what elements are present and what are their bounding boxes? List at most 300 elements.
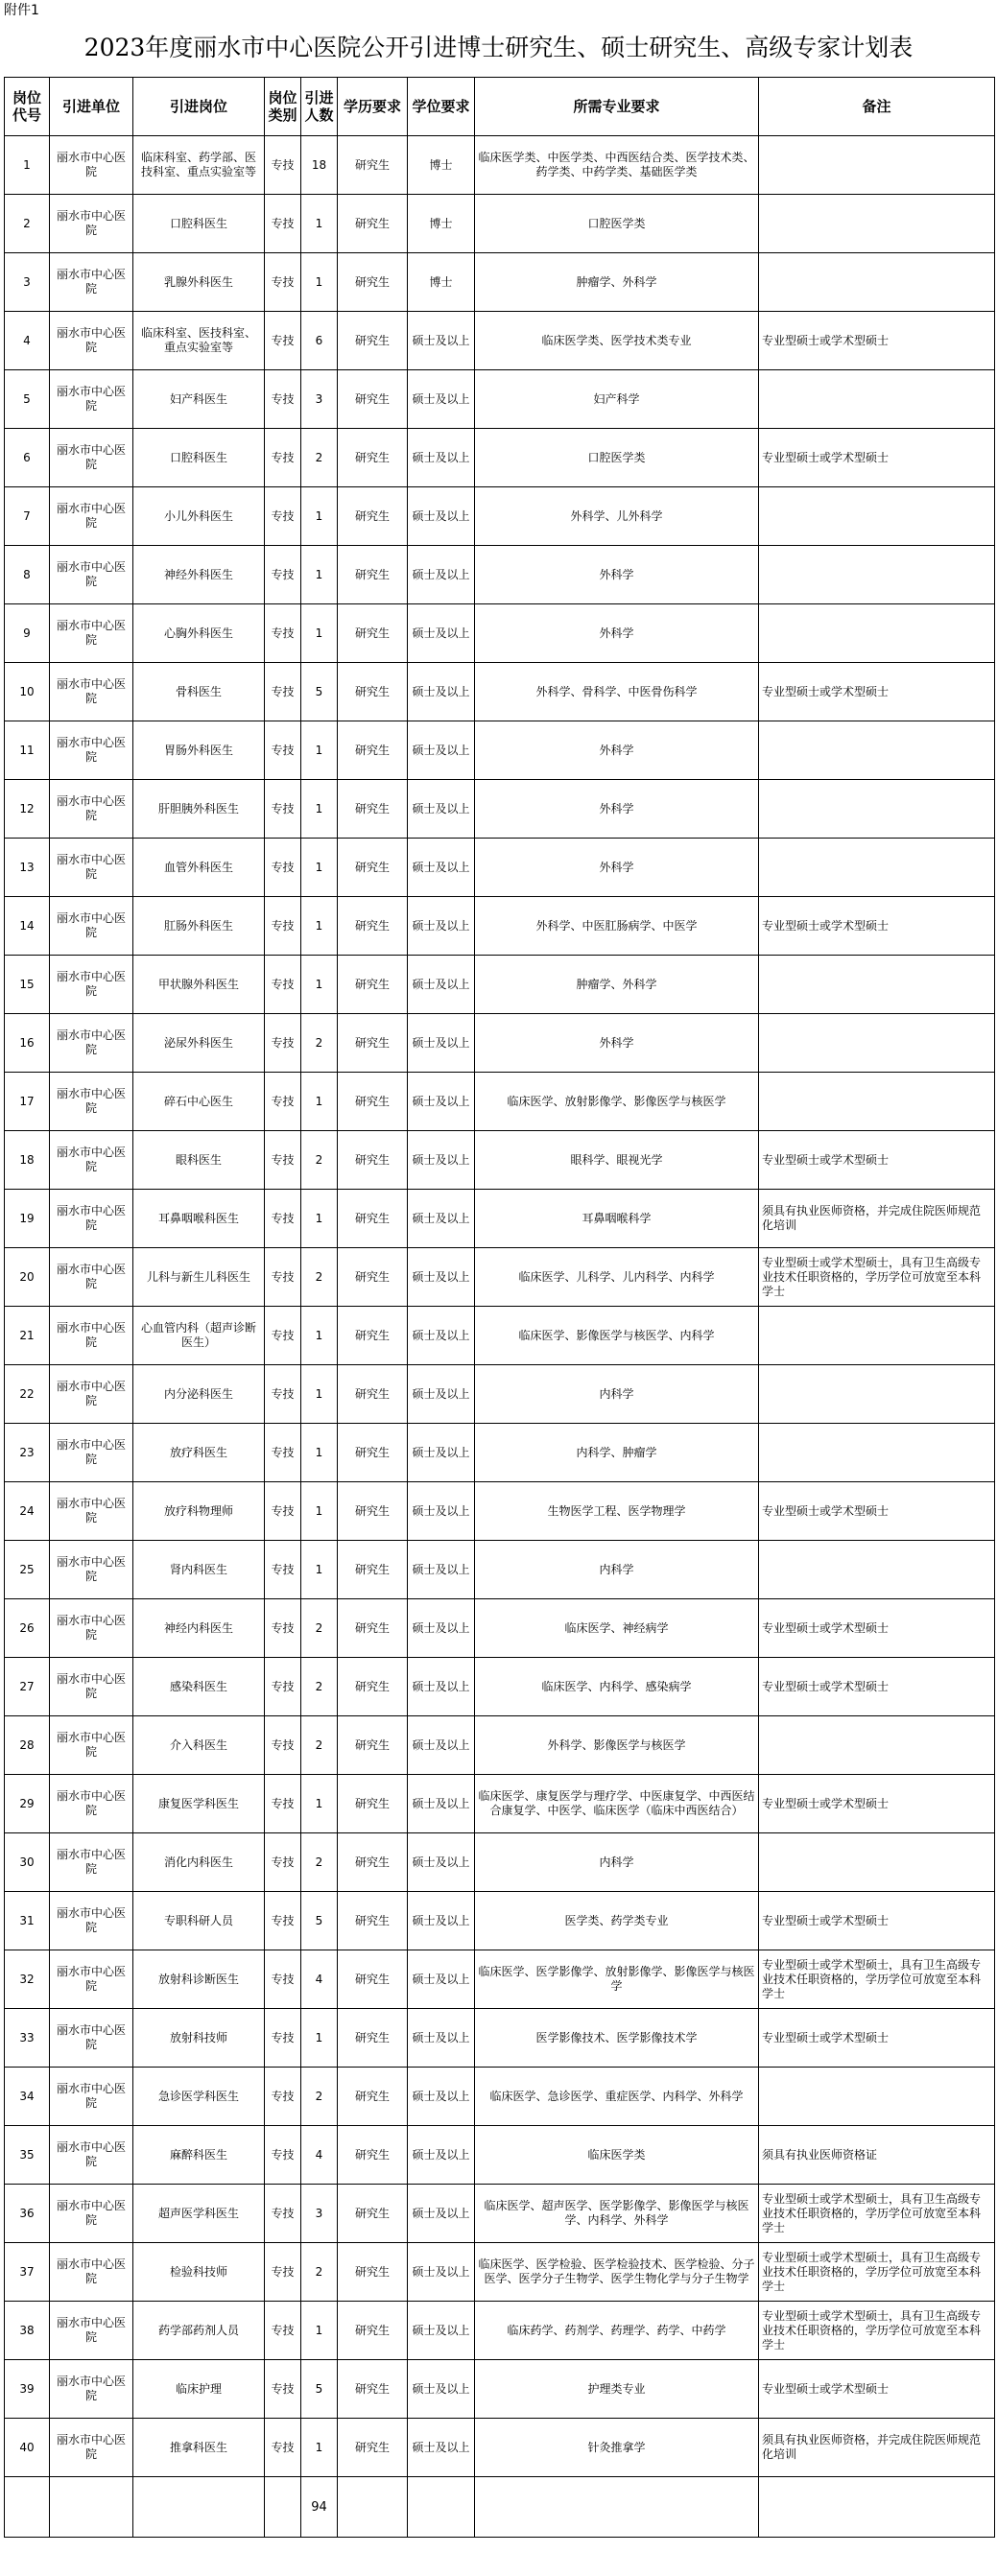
count-cell: 2: [301, 1131, 338, 1190]
post-code-cell: 39: [5, 2360, 50, 2419]
table-row: [5, 897, 995, 956]
unit-cell: 丽水市中心医院: [50, 429, 133, 487]
table-row: [5, 1073, 995, 1131]
table-row: [5, 1248, 995, 1307]
education-cell: 研究生: [338, 663, 408, 721]
count-cell: 2: [301, 1833, 338, 1892]
degree-cell: 硕士及以上: [408, 370, 475, 429]
education-cell: 研究生: [338, 2126, 408, 2185]
degree-cell: 硕士及以上: [408, 1892, 475, 1950]
note-cell: [759, 546, 995, 604]
count-cell: 2: [301, 1248, 338, 1307]
education-cell: 研究生: [338, 1658, 408, 1716]
degree-cell: 硕士及以上: [408, 1073, 475, 1131]
degree-cell: 硕士及以上: [408, 2126, 475, 2185]
post-code-cell: 36: [5, 2185, 50, 2243]
note-cell: 专业型硕士或学术型硕士: [759, 897, 995, 956]
total-cell: [475, 2477, 759, 2538]
education-cell: 研究生: [338, 2360, 408, 2419]
note-cell: [759, 253, 995, 312]
count-cell: 18: [301, 136, 338, 195]
post-cell: 乳腺外科医生: [133, 253, 265, 312]
note-cell: 须具有执业医师资格证: [759, 2126, 995, 2185]
category-cell: 专技: [265, 1424, 301, 1482]
education-cell: 研究生: [338, 1424, 408, 1482]
table-row: [5, 839, 995, 897]
post-code-cell: 23: [5, 1424, 50, 1482]
table-row: [5, 2068, 995, 2126]
major-cell: 临床医学类、中医学类、中西医结合类、医学技术类、药学类、中药学类、基础医学类: [475, 136, 759, 195]
table-row: [5, 253, 995, 312]
category-cell: 专技: [265, 721, 301, 780]
category-cell: 专技: [265, 1307, 301, 1365]
unit-cell: 丽水市中心医院: [50, 1307, 133, 1365]
post-code-cell: 19: [5, 1190, 50, 1248]
unit-cell: 丽水市中心医院: [50, 546, 133, 604]
education-cell: 研究生: [338, 2419, 408, 2477]
header-count: 引进人数: [301, 78, 338, 136]
unit-cell: 丽水市中心医院: [50, 1833, 133, 1892]
education-cell: 研究生: [338, 195, 408, 253]
education-cell: 研究生: [338, 897, 408, 956]
post-cell: 肾内科医生: [133, 1541, 265, 1599]
degree-cell: 硕士及以上: [408, 1014, 475, 1073]
category-cell: 专技: [265, 2185, 301, 2243]
note-cell: 专业型硕士或学术型硕士: [759, 312, 995, 370]
note-cell: [759, 1833, 995, 1892]
post-code-cell: 5: [5, 370, 50, 429]
education-cell: 研究生: [338, 1599, 408, 1658]
major-cell: 口腔医学类: [475, 429, 759, 487]
major-cell: 生物医学工程、医学物理学: [475, 1482, 759, 1541]
post-cell: 麻醉科医生: [133, 2126, 265, 2185]
table-row: [5, 2302, 995, 2360]
degree-cell: 硕士及以上: [408, 1482, 475, 1541]
major-cell: 临床药学、药剂学、药理学、药学、中药学: [475, 2302, 759, 2360]
education-cell: 研究生: [338, 956, 408, 1014]
degree-cell: 硕士及以上: [408, 546, 475, 604]
post-code-cell: 31: [5, 1892, 50, 1950]
note-cell: 专业型硕士或学术型硕士，具有卫生高级专业技术任职资格的，学历学位可放宽至本科学士: [759, 2185, 995, 2243]
count-cell: 1: [301, 1073, 338, 1131]
header-education: 学历要求: [338, 78, 408, 136]
table-row: [5, 2126, 995, 2185]
total-cell: [408, 2477, 475, 2538]
unit-cell: 丽水市中心医院: [50, 253, 133, 312]
note-cell: 专业型硕士或学术型硕士，具有卫生高级专业技术任职资格的，学历学位可放宽至本科学士: [759, 1248, 995, 1307]
education-cell: 研究生: [338, 429, 408, 487]
category-cell: 专技: [265, 1482, 301, 1541]
major-cell: 临床医学、放射影像学、影像医学与核医学: [475, 1073, 759, 1131]
unit-cell: 丽水市中心医院: [50, 312, 133, 370]
post-cell: 放射科诊断医生: [133, 1950, 265, 2009]
table-body: [5, 136, 995, 2477]
header-note: 备注: [759, 78, 995, 136]
degree-cell: 硕士及以上: [408, 897, 475, 956]
category-cell: 专技: [265, 2360, 301, 2419]
count-cell: 1: [301, 1190, 338, 1248]
post-cell: 口腔科医生: [133, 429, 265, 487]
note-cell: [759, 2068, 995, 2126]
post-cell: 肝胆胰外科医生: [133, 780, 265, 839]
major-cell: 外科学: [475, 780, 759, 839]
note-cell: 须具有执业医师资格，并完成住院医师规范化培训: [759, 1190, 995, 1248]
post-code-cell: 22: [5, 1365, 50, 1424]
education-cell: 研究生: [338, 1482, 408, 1541]
header-major: 所需专业要求: [475, 78, 759, 136]
category-cell: 专技: [265, 370, 301, 429]
post-code-cell: 29: [5, 1775, 50, 1833]
education-cell: 研究生: [338, 604, 408, 663]
table-row: [5, 1307, 995, 1365]
education-cell: 研究生: [338, 2243, 408, 2302]
post-code-cell: 11: [5, 721, 50, 780]
post-cell: 胃肠外科医生: [133, 721, 265, 780]
note-cell: 专业型硕士或学术型硕士: [759, 2360, 995, 2419]
count-cell: 1: [301, 195, 338, 253]
major-cell: 临床医学、影像医学与核医学、内科学: [475, 1307, 759, 1365]
unit-cell: 丽水市中心医院: [50, 721, 133, 780]
education-cell: 研究生: [338, 1073, 408, 1131]
degree-cell: 硕士及以上: [408, 1833, 475, 1892]
post-code-cell: 8: [5, 546, 50, 604]
post-cell: 碎石中心医生: [133, 1073, 265, 1131]
education-cell: 研究生: [338, 780, 408, 839]
unit-cell: 丽水市中心医院: [50, 2185, 133, 2243]
unit-cell: 丽水市中心医院: [50, 780, 133, 839]
note-cell: [759, 136, 995, 195]
post-cell: 放射科技师: [133, 2009, 265, 2068]
count-cell: 1: [301, 2009, 338, 2068]
count-cell: 1: [301, 1775, 338, 1833]
category-cell: 专技: [265, 1892, 301, 1950]
degree-cell: 硕士及以上: [408, 2185, 475, 2243]
unit-cell: 丽水市中心医院: [50, 663, 133, 721]
major-cell: 临床医学类、医学技术类专业: [475, 312, 759, 370]
unit-cell: 丽水市中心医院: [50, 2126, 133, 2185]
education-cell: 研究生: [338, 721, 408, 780]
post-code-cell: 21: [5, 1307, 50, 1365]
degree-cell: 硕士及以上: [408, 721, 475, 780]
major-cell: 外科学: [475, 604, 759, 663]
total-row: [5, 2477, 995, 2538]
post-cell: 放疗科物理师: [133, 1482, 265, 1541]
education-cell: 研究生: [338, 1775, 408, 1833]
note-cell: 专业型硕士或学术型硕士: [759, 1892, 995, 1950]
category-cell: 专技: [265, 2009, 301, 2068]
degree-cell: 硕士及以上: [408, 1599, 475, 1658]
note-cell: 专业型硕士或学术型硕士，具有卫生高级专业技术任职资格的，学历学位可放宽至本科学士: [759, 2243, 995, 2302]
unit-cell: 丽水市中心医院: [50, 487, 133, 546]
table-row: [5, 1775, 995, 1833]
note-cell: [759, 487, 995, 546]
post-code-cell: 20: [5, 1248, 50, 1307]
major-cell: 外科学: [475, 1014, 759, 1073]
degree-cell: 博士: [408, 195, 475, 253]
table-row: [5, 1599, 995, 1658]
category-cell: 专技: [265, 2068, 301, 2126]
education-cell: 研究生: [338, 2185, 408, 2243]
header-degree: 学位要求: [408, 78, 475, 136]
education-cell: 研究生: [338, 1014, 408, 1073]
note-cell: [759, 721, 995, 780]
note-cell: [759, 1365, 995, 1424]
post-code-cell: 26: [5, 1599, 50, 1658]
note-cell: 专业型硕士或学术型硕士，具有卫生高级专业技术任职资格的，学历学位可放宽至本科学士: [759, 1950, 995, 2009]
note-cell: 专业型硕士或学术型硕士: [759, 663, 995, 721]
category-cell: 专技: [265, 1599, 301, 1658]
post-cell: 临床护理: [133, 2360, 265, 2419]
unit-cell: 丽水市中心医院: [50, 1248, 133, 1307]
post-cell: 血管外科医生: [133, 839, 265, 897]
major-cell: 医学影像技术、医学影像技术学: [475, 2009, 759, 2068]
degree-cell: 硕士及以上: [408, 1190, 475, 1248]
degree-cell: 硕士及以上: [408, 2243, 475, 2302]
category-cell: 专技: [265, 2126, 301, 2185]
post-cell: 专职科研人员: [133, 1892, 265, 1950]
count-cell: 2: [301, 1658, 338, 1716]
table-row: [5, 604, 995, 663]
post-code-cell: 1: [5, 136, 50, 195]
table-row: [5, 2185, 995, 2243]
table-row: [5, 546, 995, 604]
education-cell: 研究生: [338, 253, 408, 312]
education-cell: 研究生: [338, 370, 408, 429]
count-cell: 1: [301, 2302, 338, 2360]
degree-cell: 硕士及以上: [408, 780, 475, 839]
post-code-cell: 18: [5, 1131, 50, 1190]
note-cell: [759, 195, 995, 253]
count-cell: 1: [301, 956, 338, 1014]
post-cell: 心血管内科（超声诊断医生）: [133, 1307, 265, 1365]
major-cell: 外科学、儿外科学: [475, 487, 759, 546]
post-cell: 推拿科医生: [133, 2419, 265, 2477]
table-row: [5, 2009, 995, 2068]
unit-cell: 丽水市中心医院: [50, 1482, 133, 1541]
count-cell: 1: [301, 1365, 338, 1424]
education-cell: 研究生: [338, 546, 408, 604]
table-row: [5, 1131, 995, 1190]
degree-cell: 博士: [408, 136, 475, 195]
major-cell: 耳鼻咽喉科学: [475, 1190, 759, 1248]
major-cell: 临床医学、急诊医学、重症医学、内科学、外科学: [475, 2068, 759, 2126]
count-cell: 1: [301, 1307, 338, 1365]
note-cell: 专业型硕士或学术型硕士: [759, 2009, 995, 2068]
major-cell: 外科学、中医肛肠病学、中医学: [475, 897, 759, 956]
post-code-cell: 7: [5, 487, 50, 546]
degree-cell: 硕士及以上: [408, 1541, 475, 1599]
post-cell: 甲状腺外科医生: [133, 956, 265, 1014]
category-cell: 专技: [265, 1541, 301, 1599]
degree-cell: 硕士及以上: [408, 1131, 475, 1190]
post-cell: 感染科医生: [133, 1658, 265, 1716]
unit-cell: 丽水市中心医院: [50, 2360, 133, 2419]
major-cell: 内科学: [475, 1541, 759, 1599]
post-code-cell: 28: [5, 1716, 50, 1775]
category-cell: 专技: [265, 2419, 301, 2477]
category-cell: 专技: [265, 312, 301, 370]
unit-cell: 丽水市中心医院: [50, 1014, 133, 1073]
count-cell: 1: [301, 2419, 338, 2477]
count-cell: 4: [301, 1950, 338, 2009]
note-cell: [759, 1073, 995, 1131]
major-cell: 临床医学、神经病学: [475, 1599, 759, 1658]
header-post-code: 岗位代号: [5, 78, 50, 136]
count-cell: 1: [301, 897, 338, 956]
unit-cell: 丽水市中心医院: [50, 2009, 133, 2068]
post-cell: 临床科室、药学部、医技科室、重点实验室等: [133, 136, 265, 195]
major-cell: 口腔医学类: [475, 195, 759, 253]
major-cell: 眼科学、眼视光学: [475, 1131, 759, 1190]
table-row: [5, 1482, 995, 1541]
total-cell: [133, 2477, 265, 2538]
category-cell: 专技: [265, 1248, 301, 1307]
recruitment-plan-table: [4, 77, 995, 2538]
category-cell: 专技: [265, 780, 301, 839]
note-cell: 专业型硕士或学术型硕士: [759, 429, 995, 487]
count-cell: 2: [301, 1599, 338, 1658]
table-row: [5, 721, 995, 780]
degree-cell: 硕士及以上: [408, 2419, 475, 2477]
total-cell: [265, 2477, 301, 2538]
total-cell: [759, 2477, 995, 2538]
degree-cell: 硕士及以上: [408, 487, 475, 546]
post-code-cell: 15: [5, 956, 50, 1014]
education-cell: 研究生: [338, 2068, 408, 2126]
count-cell: 6: [301, 312, 338, 370]
post-cell: 药学部药剂人员: [133, 2302, 265, 2360]
major-cell: 临床医学类: [475, 2126, 759, 2185]
category-cell: 专技: [265, 546, 301, 604]
category-cell: 专技: [265, 1365, 301, 1424]
degree-cell: 硕士及以上: [408, 429, 475, 487]
post-code-cell: 37: [5, 2243, 50, 2302]
post-code-cell: 3: [5, 253, 50, 312]
category-cell: 专技: [265, 1775, 301, 1833]
unit-cell: 丽水市中心医院: [50, 1950, 133, 2009]
category-cell: 专技: [265, 1833, 301, 1892]
degree-cell: 硕士及以上: [408, 2302, 475, 2360]
post-cell: 眼科医生: [133, 1131, 265, 1190]
count-cell: 1: [301, 1482, 338, 1541]
table-row: [5, 1950, 995, 2009]
unit-cell: 丽水市中心医院: [50, 1424, 133, 1482]
post-cell: 内分泌科医生: [133, 1365, 265, 1424]
count-cell: 1: [301, 780, 338, 839]
education-cell: 研究生: [338, 312, 408, 370]
post-cell: 超声医学科医生: [133, 2185, 265, 2243]
unit-cell: 丽水市中心医院: [50, 195, 133, 253]
category-cell: 专技: [265, 195, 301, 253]
education-cell: 研究生: [338, 1248, 408, 1307]
unit-cell: 丽水市中心医院: [50, 1716, 133, 1775]
category-cell: 专技: [265, 1950, 301, 2009]
post-code-cell: 30: [5, 1833, 50, 1892]
table-row: [5, 1014, 995, 1073]
degree-cell: 硕士及以上: [408, 604, 475, 663]
unit-cell: 丽水市中心医院: [50, 1073, 133, 1131]
category-cell: 专技: [265, 2243, 301, 2302]
post-cell: 骨科医生: [133, 663, 265, 721]
major-cell: 护理类专业: [475, 2360, 759, 2419]
category-cell: 专技: [265, 253, 301, 312]
post-cell: 耳鼻咽喉科医生: [133, 1190, 265, 1248]
major-cell: 外科学: [475, 721, 759, 780]
table-row: [5, 1365, 995, 1424]
category-cell: 专技: [265, 1014, 301, 1073]
total-cell: [338, 2477, 408, 2538]
count-cell: 3: [301, 2185, 338, 2243]
unit-cell: 丽水市中心医院: [50, 1365, 133, 1424]
unit-cell: 丽水市中心医院: [50, 1892, 133, 1950]
count-cell: 1: [301, 604, 338, 663]
note-cell: 专业型硕士或学术型硕士，具有卫生高级专业技术任职资格的，学历学位可放宽至本科学士: [759, 2302, 995, 2360]
count-cell: 1: [301, 721, 338, 780]
post-cell: 口腔科医生: [133, 195, 265, 253]
post-code-cell: 4: [5, 312, 50, 370]
category-cell: 专技: [265, 1658, 301, 1716]
education-cell: 研究生: [338, 1541, 408, 1599]
count-cell: 2: [301, 1716, 338, 1775]
post-code-cell: 40: [5, 2419, 50, 2477]
post-cell: 儿科与新生儿科医生: [133, 1248, 265, 1307]
post-code-cell: 17: [5, 1073, 50, 1131]
post-code-cell: 10: [5, 663, 50, 721]
post-code-cell: 25: [5, 1541, 50, 1599]
count-cell: 1: [301, 546, 338, 604]
post-cell: 急诊医学科医生: [133, 2068, 265, 2126]
table-row: [5, 1833, 995, 1892]
post-cell: 小儿外科医生: [133, 487, 265, 546]
degree-cell: 硕士及以上: [408, 1775, 475, 1833]
unit-cell: 丽水市中心医院: [50, 604, 133, 663]
table-row: [5, 312, 995, 370]
count-cell: 1: [301, 1541, 338, 1599]
education-cell: 研究生: [338, 487, 408, 546]
unit-cell: 丽水市中心医院: [50, 136, 133, 195]
post-cell: 检验科技师: [133, 2243, 265, 2302]
major-cell: 外科学、骨科学、中医骨伤科学: [475, 663, 759, 721]
category-cell: 专技: [265, 429, 301, 487]
note-cell: 专业型硕士或学术型硕士: [759, 1599, 995, 1658]
major-cell: 临床医学、医学影像学、放射影像学、影像医学与核医学: [475, 1950, 759, 2009]
unit-cell: 丽水市中心医院: [50, 2243, 133, 2302]
post-code-cell: 6: [5, 429, 50, 487]
table-row: [5, 1716, 995, 1775]
note-cell: 须具有执业医师资格，并完成住院医师规范化培训: [759, 2419, 995, 2477]
note-cell: [759, 1716, 995, 1775]
table-row: [5, 2243, 995, 2302]
count-cell: 1: [301, 253, 338, 312]
category-cell: 专技: [265, 663, 301, 721]
degree-cell: 硕士及以上: [408, 839, 475, 897]
count-cell: 2: [301, 429, 338, 487]
unit-cell: 丽水市中心医院: [50, 2419, 133, 2477]
education-cell: 研究生: [338, 1950, 408, 2009]
post-cell: 肛肠外科医生: [133, 897, 265, 956]
category-cell: 专技: [265, 604, 301, 663]
major-cell: 肿瘤学、外科学: [475, 956, 759, 1014]
post-cell: 神经内科医生: [133, 1599, 265, 1658]
major-cell: 临床医学、超声医学、医学影像学、影像医学与核医学、内科学、外科学: [475, 2185, 759, 2243]
count-cell: 1: [301, 839, 338, 897]
table-row: [5, 136, 995, 195]
table-row: [5, 487, 995, 546]
education-cell: 研究生: [338, 2009, 408, 2068]
header-unit: 引进单位: [50, 78, 133, 136]
category-cell: 专技: [265, 487, 301, 546]
education-cell: 研究生: [338, 2302, 408, 2360]
